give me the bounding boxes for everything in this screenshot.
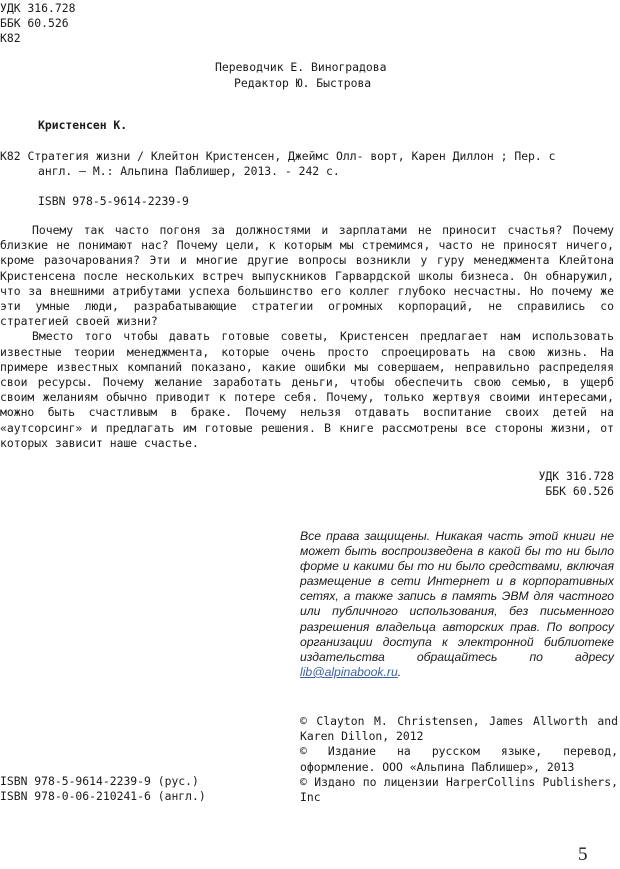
copyright-line: © Издание на русском языке, перевод, оформление. ООО «Альпина Паблишер», 2013 — [300, 744, 618, 774]
isbn-russian: ISBN 978-5-9614-2239-9 (рус.) — [0, 774, 199, 788]
classification-right — [539, 469, 614, 499]
bib-mark: К82 — [0, 149, 21, 163]
bib-title: Стратегия жизни / Клейтон Кристенсен, Джеймс Олл- ворт, Карен Диллон ; Пер. с — [27, 149, 556, 163]
bbk-code-right: ББК 60.526 — [545, 484, 614, 499]
translator-credit: Переводчик Е. Виноградова — [215, 60, 387, 74]
copyright-line: © Clayton M. Christensen, James Allworth and Karen Dillon, 2012 — [300, 714, 618, 744]
rights-notice — [300, 529, 614, 680]
annotation — [0, 223, 614, 451]
author-mark: К82 — [0, 31, 21, 46]
bbk-code: ББК 60.526 — [0, 16, 69, 31]
page-number: 5 — [578, 844, 588, 865]
isbn-main: ISBN 978-5-9614-2239-9 — [38, 194, 189, 208]
udk-code: УДК 316.728 — [0, 1, 76, 15]
annotation-paragraph: Вместо того чтобы давать готовые советы, Кристенсен предлагает нам использовать известные теории менеджмента, которые очень просто спроецировать на свою жизнь. На примере известных компаний показано, какие ошибки мы совершаем, неправильно распределяя свои ресурсы. Почему желание заработать деньги, чтобы обеспечить свою семью, в ущерб своим желаниям обычно приводит к потере себя. Почему, только жертвуя своими интересами, можно быть счастливым в браке. Почему нельзя отдавать воспитание своих детей на «аутсорсинг» и предлагать им готовые решения. В книге рассмотрены все стороны жизни, от которых зависит наше счастье. — [0, 329, 614, 450]
bib-line-1 — [0, 149, 620, 164]
rights-text: Все права защищены. Никакая часть этой книги не может быть воспроизведена в какой бы то ни было форме и какими бы то ни было средствами, включая размещение в сети Интернет и в корпоративных сетях, а также запись в память ЭВМ для частного или публичного использования, без письменного разрешения владельца авторских прав. По вопросу организации доступа к электронной библиотеке издательства обращайтесь по адресу — [300, 529, 614, 664]
udk-code-right: УДК 316.728 — [538, 469, 614, 483]
rights-end: . — [397, 664, 402, 679]
annotation-paragraph: Почему так часто погоня за должностями и зарплатами не приносит счастья? Почему близкие не понимают нас? Почему цели, к которым мы стремимся, часто не приносят ничего, кроме разочарования? Эти и многие другие вопросы возникли у гуру менеджмента Клейтона Кристенсена после нескольких встреч выпускников Гарвардской школы бизнеса. Он обнаружил, что за внешними атрибутами успеха большинство его коллег глубоко несчастны. Но почему же эти умные люди, разрабатывающие стратегии огромных корпораций, не справились со стратегией своей жизни? — [0, 223, 614, 329]
bib-line-2: англ. — М.: Альпина Паблишер, 2013. - 242 с. — [38, 164, 340, 178]
editor-credit: Редактор Ю. Быстрова — [234, 76, 372, 90]
copyright-line: © Издано по лицензии HarperCollins Publishers, Inc — [300, 774, 618, 805]
author-heading: Кристенсен К. — [38, 118, 128, 132]
classification-block — [0, 1, 75, 47]
isbn-list — [0, 774, 206, 804]
publisher-email-link[interactable]: lib@alpinabook.ru — [300, 664, 398, 679]
isbn-english: ISBN 978-0-06-210241-6 (англ.) — [0, 789, 206, 804]
copyright-block — [300, 714, 618, 805]
